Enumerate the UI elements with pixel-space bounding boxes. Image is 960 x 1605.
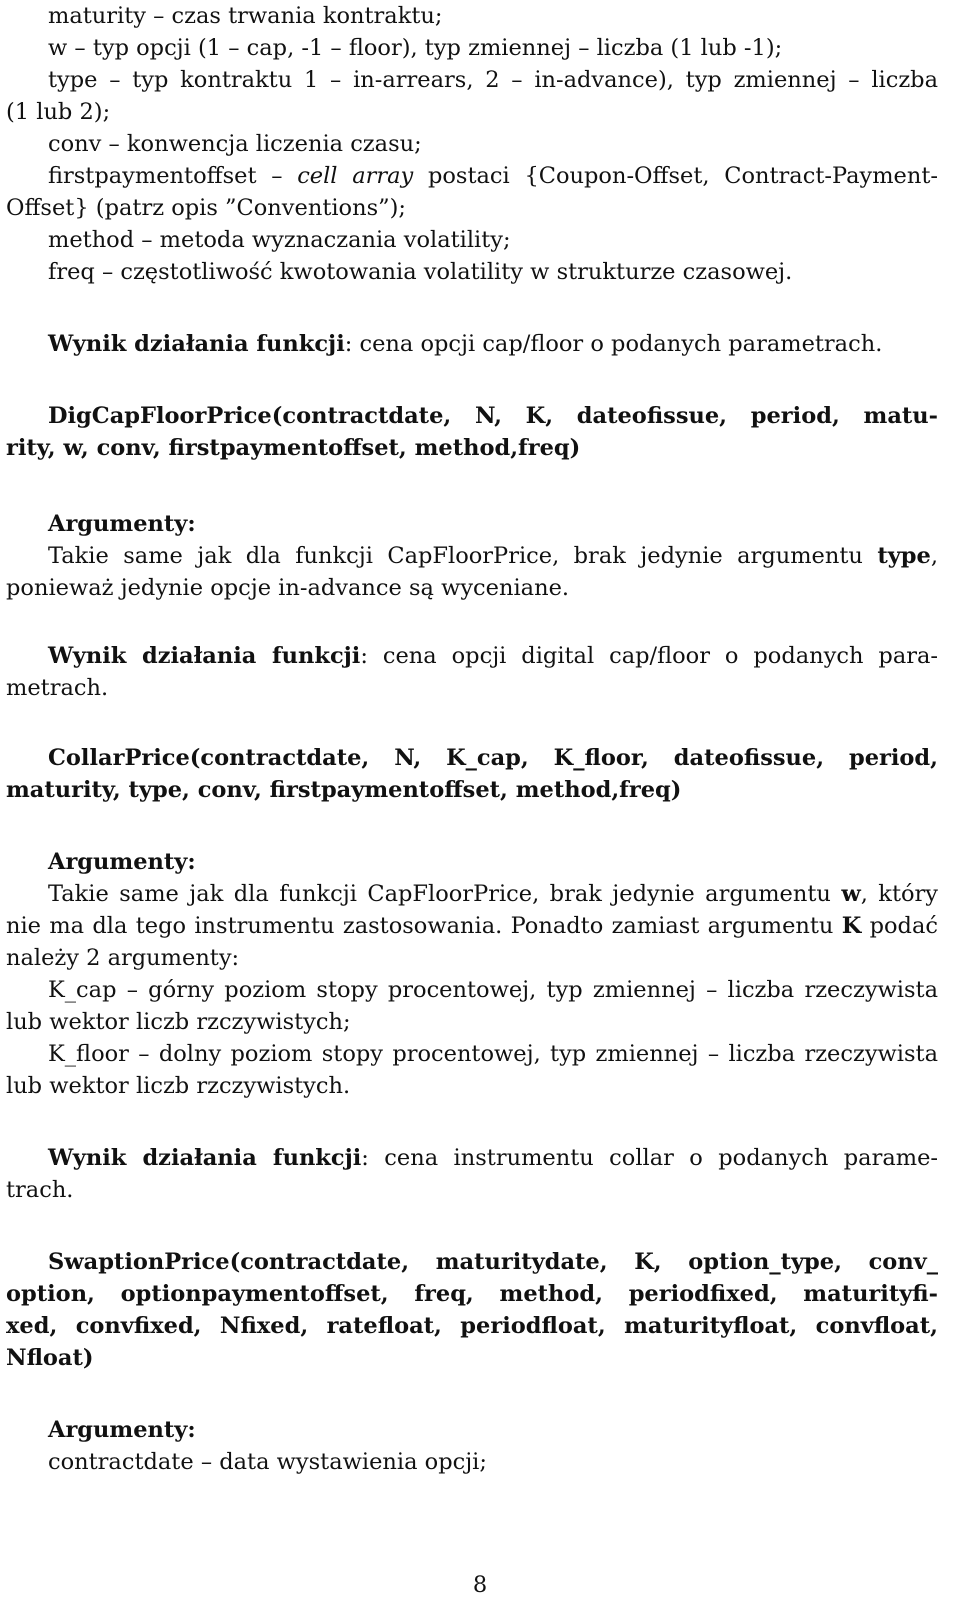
arguments-text: Takie same jak dla funkcji CapFloorPrice, brak jedynie argumentu type,: [48, 543, 938, 569]
result-collar: Wynik działania funkcji: cena instrumentu collar o podanych parame-: [48, 1145, 938, 1171]
arg-method: method – metoda wyznaczania volatility;: [48, 227, 511, 253]
arg-firstpaymentoffset-cont: Offset} (patrz opis ”Conventions”);: [6, 195, 407, 221]
arg-firstpaymentoffset: firstpaymentoffset – cell array postaci {Coupon-Offset, Contract-Payment-: [48, 163, 938, 189]
arg-k-cap-cont: lub wektor liczb rzczywistych;: [6, 1009, 351, 1035]
result-label: Wynik działania funkcji: [48, 1145, 362, 1171]
function-signature-collar-cont: maturity, type, conv, firstpaymentoffset, method,freq): [6, 777, 682, 803]
arguments-text: należy 2 argumenty:: [6, 945, 240, 971]
result-digital: Wynik działania funkcji: cena opcji digital cap/floor o podanych para-: [48, 643, 939, 669]
arg-maturity: maturity – czas trwania kontraktu;: [48, 3, 443, 29]
arg-w: w – typ opcji (1 – cap, -1 – floor), typ zmiennej – liczba (1 lub -1);: [48, 35, 783, 61]
arg-k-floor-cont: lub wektor liczb rzczywistych.: [6, 1073, 351, 1099]
result-cap-floor: Wynik działania funkcji: cena opcji cap/floor o podanych parametrach.: [48, 331, 883, 357]
function-signature-swaption: SwaptionPrice(contractdate, maturitydate, K, option_type, conv_: [48, 1249, 938, 1275]
result-label: Wynik działania funkcji: [48, 643, 361, 669]
arguments-text: Takie same jak dla funkcji CapFloorPrice, brak jedynie argumentu w, który: [48, 881, 938, 907]
arguments-text-cont: ponieważ jedynie opcje in-advance są wyceniane.: [6, 575, 570, 601]
function-signature-swaption-cont: xed, convfixed, Nfixed, ratefloat, periodfloat, maturityfloat, convfloat,: [6, 1313, 938, 1339]
function-signature-collar: CollarPrice(contractdate, N, K_cap, K_floor, dateofissue, period,: [48, 745, 938, 771]
arguments-heading: Argumenty:: [48, 1417, 196, 1443]
arguments-heading: Argumenty:: [48, 511, 196, 537]
function-signature-digcapfloor-cont: rity, w, conv, firstpaymentoffset, method,freq): [6, 435, 581, 461]
arg-freq: freq – częstotliwość kwotowania volatility w strukturze czasowej.: [48, 259, 793, 285]
arg-conv: conv – konwencja liczenia czasu;: [48, 131, 422, 157]
result-digital-cont: metrach.: [6, 675, 109, 701]
result-collar-cont: trach.: [6, 1177, 74, 1203]
arg-type: type – typ kontraktu 1 – in-arrears, 2 – in-advance), typ zmiennej – liczba: [48, 67, 938, 93]
arg-k-floor: K_floor – dolny poziom stopy procentowej, typ zmiennej – liczba rzeczywista: [48, 1041, 938, 1067]
cell-array-term: cell array: [297, 163, 414, 189]
result-label: Wynik działania funkcji: [48, 331, 345, 357]
function-signature-swaption-cont: Nfloat): [6, 1345, 94, 1371]
arg-k-cap: K_cap – górny poziom stopy procentowej, typ zmiennej – liczba rzeczywista: [48, 977, 938, 1003]
page-number: 8: [472, 1572, 488, 1598]
arg-contractdate: contractdate – data wystawienia opcji;: [48, 1449, 487, 1475]
function-signature-swaption-cont: option, optionpaymentoffset, freq, method, periodfixed, maturityfi-: [6, 1281, 938, 1307]
function-signature-digcapfloor: DigCapFloorPrice(contractdate, N, K, dateofissue, period, matu-: [48, 403, 938, 429]
arguments-text: nie ma dla tego instrumentu zastosowania. Ponadto zamiast argumentu K podać: [6, 913, 938, 939]
arguments-heading: Argumenty:: [48, 849, 196, 875]
arg-type-cont: (1 lub 2);: [6, 99, 111, 125]
